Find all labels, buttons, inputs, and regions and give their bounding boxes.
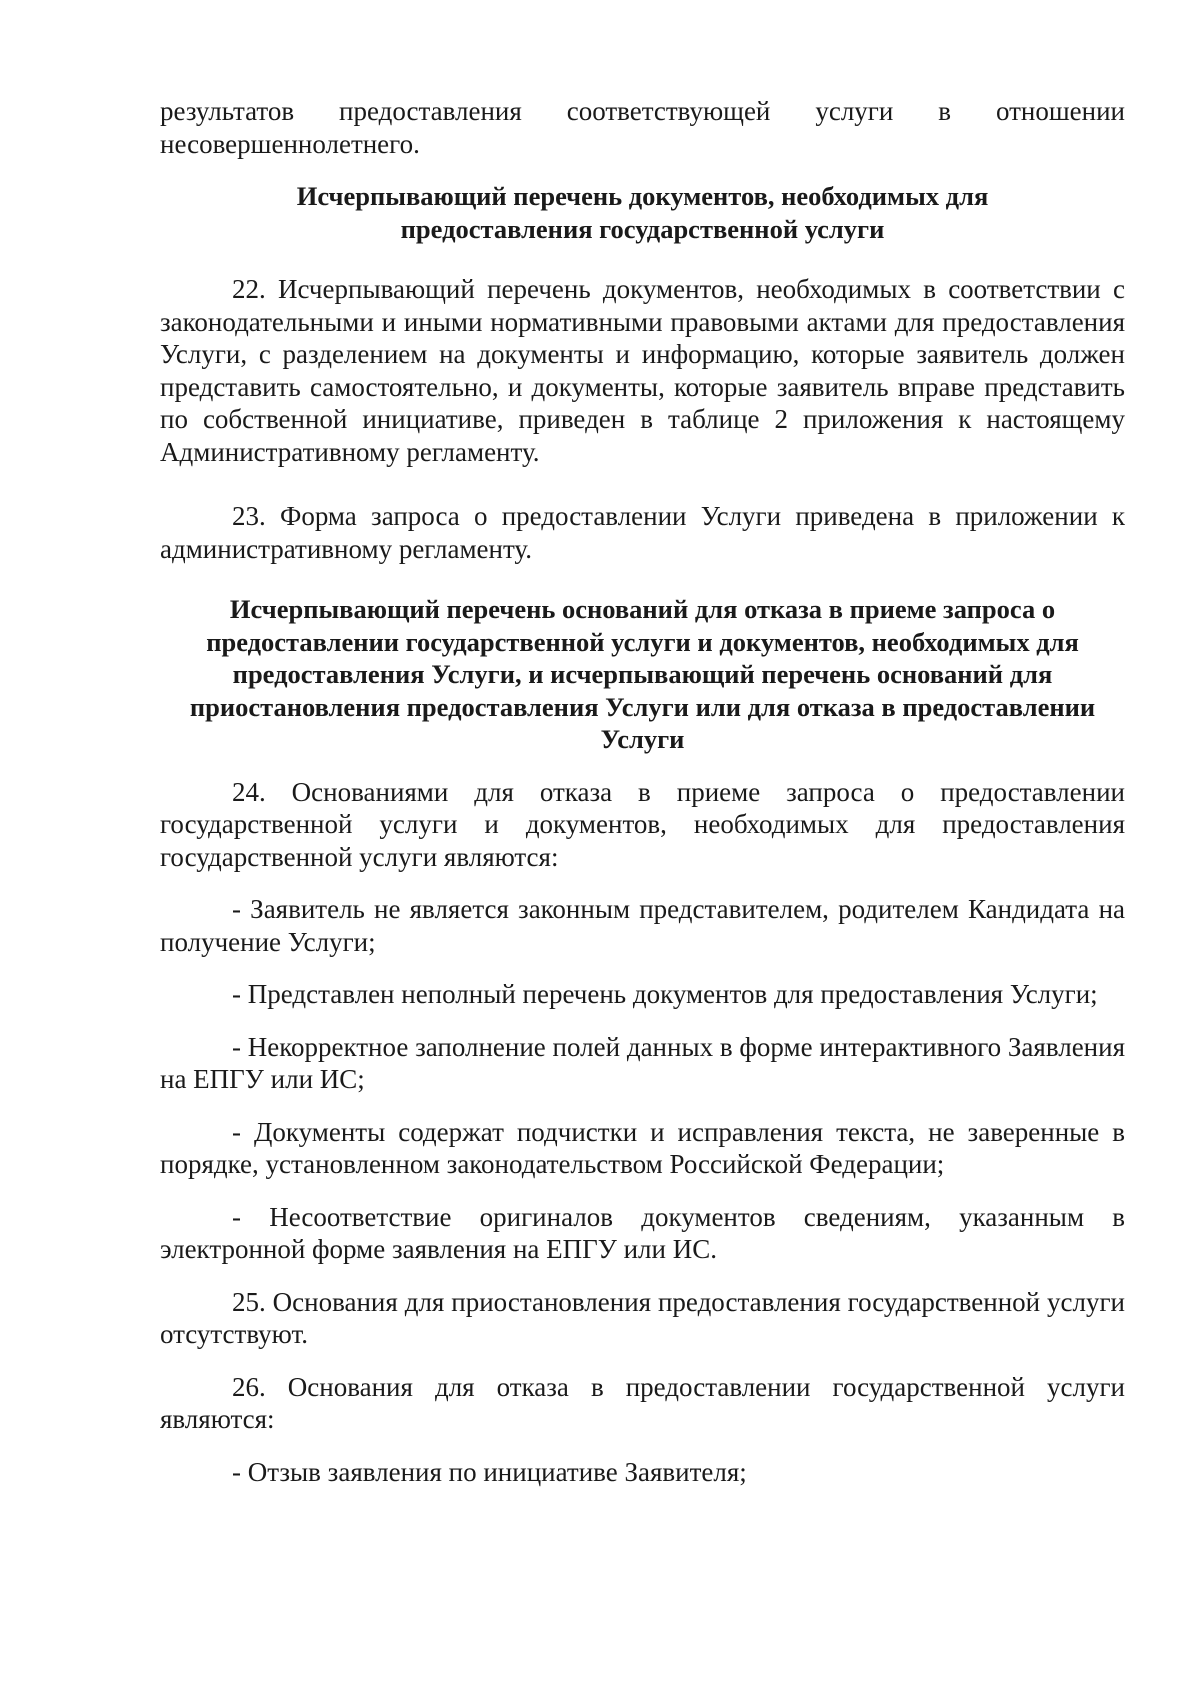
document-page bbox=[160, 95, 1125, 1488]
paragraph-24: 24. Основаниями для отказа в приеме запроса о предоставлении государственной услуги и документов, необходимых для предоставления государственной услуги являются: bbox=[160, 776, 1125, 872]
list-item: - Заявитель не является законным представителем, родителем Кандидата на получение Услуги; bbox=[160, 894, 1125, 957]
section-heading-documents: Исчерпывающий перечень документов, необходимых для предоставления государственной услуги bbox=[296, 181, 989, 244]
paragraph-23: 23. Форма запроса о предоставлении Услуги приведена в приложении к административному регламенту. bbox=[160, 501, 1125, 564]
list-item: - Документы содержат подчистки и исправления текста, не заверенные в порядке, установленном законодательством Российской Федерации; bbox=[160, 1116, 1125, 1179]
paragraph-25: 25. Основания для приостановления предоставления государственной услуги отсутствуют. bbox=[160, 1286, 1125, 1349]
list-item: - Представлен неполный перечень документов для предоставления Услуги; bbox=[232, 979, 1098, 1009]
continuation-paragraph: результатов предоставления соответствующей услуги в отношении несовершеннолетнего. bbox=[160, 96, 1125, 159]
paragraph-22: 22. Исчерпывающий перечень документов, необходимых в соответствии с законодательными и иными нормативными правовыми актами для предоставления Услуги, с разделением на документы и информацию, которые заявитель должен представить самостоятельно, и документы, которые заявитель вправе представить по собственной инициативе, приведен в таблице 2 приложения к настоящему Административному регламенту. bbox=[160, 274, 1125, 467]
list-item: - Некорректное заполнение полей данных в форме интерактивного Заявления на ЕПГУ или ИС; bbox=[160, 1031, 1125, 1094]
list-item: - Отзыв заявления по инициативе Заявителя; bbox=[232, 1456, 747, 1487]
paragraph-26: 26. Основания для отказа в предоставлении государственной услуги являются: bbox=[160, 1371, 1125, 1434]
list-item: - Несоответствие оригиналов документов сведениям, указанным в электронной форме заявления на ЕПГУ или ИС. bbox=[160, 1201, 1125, 1264]
section-heading-refusal: Исчерпывающий перечень оснований для отказа в приеме запроса о предоставлении государственной услуги и документов, необходимых для предоставления Услуги, и исчерпывающий перечень оснований для приостановления предоставления Услуги или для отказа в предоставлении Услуги bbox=[189, 594, 1096, 754]
